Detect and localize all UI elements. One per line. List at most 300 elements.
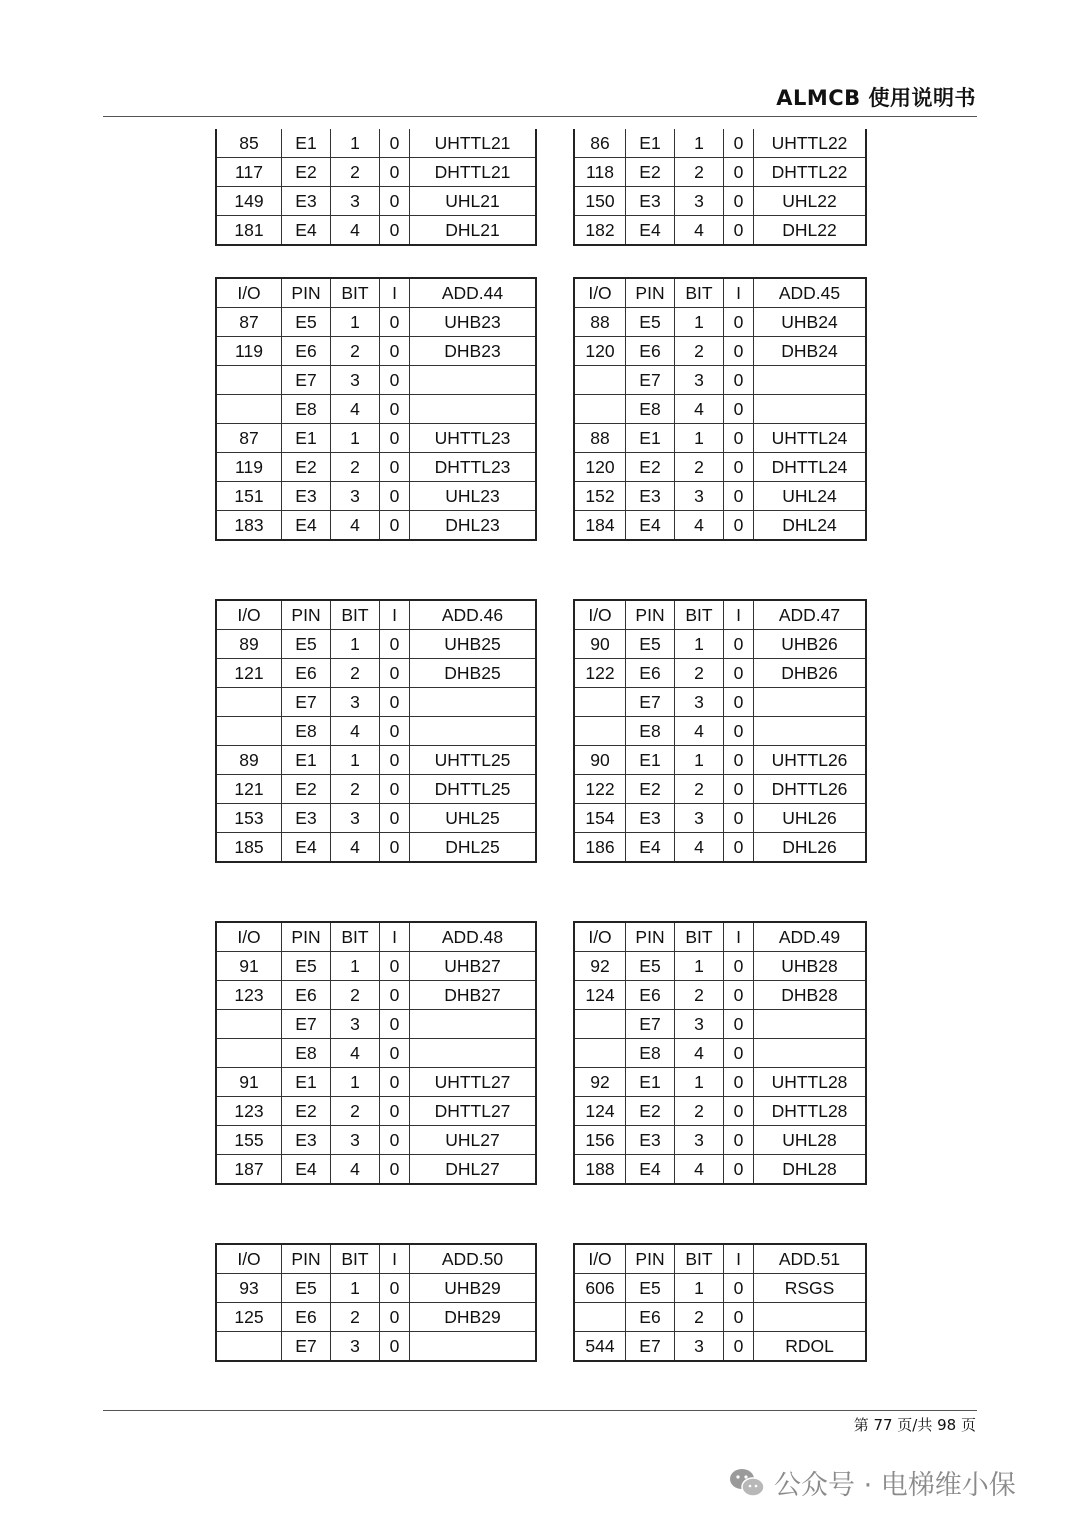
- table-cell: DHL27: [410, 1155, 537, 1185]
- table-cell: E1: [282, 129, 331, 158]
- table-cell: DHL24: [754, 511, 867, 541]
- table-header-row: [216, 1244, 536, 1274]
- column-header: ADD.46: [410, 600, 537, 630]
- table-row: [574, 453, 866, 482]
- table-cell: UHL21: [410, 187, 537, 216]
- table-cell: 0: [380, 453, 410, 482]
- table-cell: DHTTL22: [754, 158, 867, 187]
- column-header: PIN: [626, 600, 675, 630]
- table-cell: 0: [380, 1303, 410, 1332]
- table-cell: E3: [626, 804, 675, 833]
- table-cell: [754, 1039, 867, 1068]
- table-cell: UHTTL23: [410, 424, 537, 453]
- table-cell: [216, 1010, 282, 1039]
- table-cell: UHTTL28: [754, 1068, 867, 1097]
- table-row: [216, 659, 536, 688]
- table-cell: 122: [574, 659, 626, 688]
- table-cell: E3: [282, 187, 331, 216]
- table-cell: 0: [380, 129, 410, 158]
- table-cell: 0: [380, 717, 410, 746]
- column-header: I/O: [574, 278, 626, 308]
- table-cell: 182: [574, 216, 626, 246]
- io-table: [215, 921, 537, 1185]
- table-cell: 89: [216, 746, 282, 775]
- table-cell: DHL23: [410, 511, 537, 541]
- table-row: [216, 424, 536, 453]
- table-cell: [754, 366, 867, 395]
- table-cell: E2: [626, 158, 675, 187]
- table-cell: E2: [282, 453, 331, 482]
- table-cell: [754, 688, 867, 717]
- column-header: I: [380, 1244, 410, 1274]
- table-row: [216, 688, 536, 717]
- table-row: [216, 952, 536, 981]
- table-cell: E6: [282, 1303, 331, 1332]
- table-cell: UHTTL21: [410, 129, 537, 158]
- table-cell: 2: [331, 453, 380, 482]
- table-cell: 4: [675, 833, 724, 863]
- table-cell: E4: [282, 216, 331, 246]
- table-cell: 0: [380, 952, 410, 981]
- table-row: [216, 1039, 536, 1068]
- table-header-row: [216, 278, 536, 308]
- table-cell: 1: [331, 630, 380, 659]
- table-cell: E5: [282, 952, 331, 981]
- table-row: [574, 1332, 866, 1362]
- table-cell: 123: [216, 981, 282, 1010]
- table-cell: E3: [282, 482, 331, 511]
- table-cell: E7: [626, 688, 675, 717]
- table-cell: DHB23: [410, 337, 537, 366]
- table-header-row: [216, 922, 536, 952]
- table-cell: 88: [574, 424, 626, 453]
- table-cell: 188: [574, 1155, 626, 1185]
- footer-rule: [103, 1410, 977, 1411]
- table-cell: 544: [574, 1332, 626, 1362]
- table-cell: UHB28: [754, 952, 867, 981]
- table-cell: 3: [331, 1010, 380, 1039]
- column-header: BIT: [675, 1244, 724, 1274]
- table-cell: UHTTL24: [754, 424, 867, 453]
- column-header: BIT: [331, 600, 380, 630]
- table-cell: 0: [724, 424, 754, 453]
- table-row: [574, 216, 866, 246]
- table-cell: [410, 1010, 537, 1039]
- table-cell: 2: [331, 158, 380, 187]
- table-cell: E2: [282, 158, 331, 187]
- table-cell: E7: [626, 366, 675, 395]
- table-cell: 0: [724, 453, 754, 482]
- table-row: [216, 1068, 536, 1097]
- table-cell: 1: [331, 1068, 380, 1097]
- table-cell: [574, 1039, 626, 1068]
- table-cell: E5: [626, 630, 675, 659]
- table-cell: DHL25: [410, 833, 537, 863]
- column-header: BIT: [331, 1244, 380, 1274]
- io-table: [573, 129, 867, 246]
- column-header: PIN: [282, 1244, 331, 1274]
- column-header: I: [724, 922, 754, 952]
- table-row: [216, 1155, 536, 1185]
- table-cell: 1: [331, 746, 380, 775]
- table-cell: 3: [675, 804, 724, 833]
- table-row: [574, 1068, 866, 1097]
- table-cell: 0: [380, 833, 410, 863]
- table-cell: 0: [724, 659, 754, 688]
- table-cell: E7: [626, 1332, 675, 1362]
- table-cell: E5: [282, 1274, 331, 1303]
- table-header-row: [216, 600, 536, 630]
- table-cell: 2: [675, 659, 724, 688]
- table-cell: 3: [675, 1126, 724, 1155]
- table-row: [574, 746, 866, 775]
- table-cell: 1: [675, 424, 724, 453]
- column-header: BIT: [675, 278, 724, 308]
- table-cell: 0: [380, 1332, 410, 1362]
- table-cell: 0: [380, 158, 410, 187]
- table-row: [216, 1332, 536, 1362]
- column-header: I: [724, 1244, 754, 1274]
- table-cell: 87: [216, 308, 282, 337]
- page-number: 第 77 页/共 98 页: [853, 1416, 976, 1434]
- table-cell: 0: [724, 1332, 754, 1362]
- table-cell: 121: [216, 659, 282, 688]
- table-cell: 185: [216, 833, 282, 863]
- column-header: PIN: [282, 600, 331, 630]
- table-cell: 4: [675, 216, 724, 246]
- table-cell: DHTTL26: [754, 775, 867, 804]
- table-cell: DHB27: [410, 981, 537, 1010]
- table-cell: 121: [216, 775, 282, 804]
- table-row: [574, 395, 866, 424]
- table-cell: 1: [331, 952, 380, 981]
- table-cell: 0: [380, 1039, 410, 1068]
- table-row: [574, 717, 866, 746]
- table-cell: [754, 395, 867, 424]
- table-cell: E1: [626, 746, 675, 775]
- table-cell: DHTTL27: [410, 1097, 537, 1126]
- table-cell: 184: [574, 511, 626, 541]
- table-cell: E5: [626, 308, 675, 337]
- table-row: [216, 630, 536, 659]
- table-cell: DHB29: [410, 1303, 537, 1332]
- table-cell: UHL24: [754, 482, 867, 511]
- table-cell: 4: [331, 1155, 380, 1185]
- table-cell: 124: [574, 981, 626, 1010]
- table-cell: DHB25: [410, 659, 537, 688]
- column-header: I: [724, 278, 754, 308]
- table-cell: 2: [331, 337, 380, 366]
- table-cell: [216, 395, 282, 424]
- table-cell: E2: [282, 1097, 331, 1126]
- table-cell: 0: [724, 395, 754, 424]
- table-row: [574, 482, 866, 511]
- table-cell: UHL27: [410, 1126, 537, 1155]
- table-cell: 2: [675, 1303, 724, 1332]
- table-cell: 1: [331, 129, 380, 158]
- table-cell: 89: [216, 630, 282, 659]
- column-header: PIN: [282, 278, 331, 308]
- table-cell: 4: [675, 395, 724, 424]
- table-cell: 0: [380, 981, 410, 1010]
- table-row: [216, 395, 536, 424]
- table-row: [574, 833, 866, 863]
- table-row: [216, 1126, 536, 1155]
- table-cell: 0: [724, 308, 754, 337]
- table-cell: 0: [380, 659, 410, 688]
- table-cell: 93: [216, 1274, 282, 1303]
- table-cell: 0: [724, 1097, 754, 1126]
- table-cell: DHTTL21: [410, 158, 537, 187]
- table-cell: 1: [675, 308, 724, 337]
- table-cell: UHB24: [754, 308, 867, 337]
- table-cell: 154: [574, 804, 626, 833]
- table-cell: 120: [574, 337, 626, 366]
- table-cell: E3: [626, 187, 675, 216]
- column-header: BIT: [675, 922, 724, 952]
- table-cell: UHTTL27: [410, 1068, 537, 1097]
- column-header: I/O: [216, 922, 282, 952]
- table-cell: 0: [724, 717, 754, 746]
- table-cell: 183: [216, 511, 282, 541]
- table-cell: 1: [675, 746, 724, 775]
- table-cell: E6: [282, 981, 331, 1010]
- io-table: [215, 129, 537, 246]
- table-cell: [216, 1332, 282, 1362]
- table-cell: E1: [626, 1068, 675, 1097]
- table-cell: UHB25: [410, 630, 537, 659]
- table-cell: 119: [216, 337, 282, 366]
- table-cell: E5: [626, 952, 675, 981]
- table-cell: 125: [216, 1303, 282, 1332]
- table-cell: E1: [626, 129, 675, 158]
- column-header: PIN: [282, 922, 331, 952]
- table-cell: E5: [626, 1274, 675, 1303]
- table-cell: 90: [574, 630, 626, 659]
- table-cell: 3: [675, 1332, 724, 1362]
- table-cell: 0: [724, 1039, 754, 1068]
- table-cell: 0: [380, 630, 410, 659]
- table-row: [216, 1097, 536, 1126]
- table-cell: E8: [282, 717, 331, 746]
- table-cell: 181: [216, 216, 282, 246]
- table-cell: 3: [331, 804, 380, 833]
- table-cell: E3: [626, 1126, 675, 1155]
- table-row: [574, 424, 866, 453]
- column-header: I/O: [574, 922, 626, 952]
- table-cell: [410, 1039, 537, 1068]
- table-row: [216, 308, 536, 337]
- table-cell: 156: [574, 1126, 626, 1155]
- table-cell: 0: [724, 511, 754, 541]
- table-cell: DHB28: [754, 981, 867, 1010]
- table-cell: [410, 395, 537, 424]
- table-cell: UHTTL25: [410, 746, 537, 775]
- table-cell: 0: [724, 129, 754, 158]
- column-header: I/O: [216, 600, 282, 630]
- table-cell: 0: [380, 1068, 410, 1097]
- table-cell: 3: [331, 1332, 380, 1362]
- table-cell: E4: [626, 511, 675, 541]
- table-cell: E3: [282, 804, 331, 833]
- table-cell: 0: [380, 366, 410, 395]
- table-cell: E6: [282, 659, 331, 688]
- table-cell: RDOL: [754, 1332, 867, 1362]
- table-row: [574, 981, 866, 1010]
- table-cell: DHTTL24: [754, 453, 867, 482]
- table-cell: E4: [626, 833, 675, 863]
- table-cell: 0: [380, 1097, 410, 1126]
- io-table: [573, 599, 867, 863]
- table-cell: E4: [626, 1155, 675, 1185]
- table-cell: 1: [675, 630, 724, 659]
- column-header: PIN: [626, 922, 675, 952]
- io-table: [215, 1243, 537, 1362]
- table-cell: E2: [626, 775, 675, 804]
- io-table: [215, 277, 537, 541]
- table-cell: E2: [626, 1097, 675, 1126]
- table-cell: DHL26: [754, 833, 867, 863]
- column-header: ADD.45: [754, 278, 867, 308]
- table-row: [216, 775, 536, 804]
- table-cell: [216, 688, 282, 717]
- table-cell: E6: [626, 337, 675, 366]
- table-cell: E8: [282, 395, 331, 424]
- table-row: [216, 1010, 536, 1039]
- table-cell: [216, 717, 282, 746]
- table-row: [574, 952, 866, 981]
- table-cell: 4: [331, 1039, 380, 1068]
- table-cell: E3: [626, 482, 675, 511]
- table-cell: 4: [675, 1155, 724, 1185]
- table-cell: UHL22: [754, 187, 867, 216]
- table-cell: DHB26: [754, 659, 867, 688]
- table-row: [216, 337, 536, 366]
- table-cell: UHL23: [410, 482, 537, 511]
- table-cell: UHB27: [410, 952, 537, 981]
- table-cell: E7: [282, 688, 331, 717]
- watermark-text: 公众号 · 电梯维小保: [774, 1470, 1016, 1501]
- table-cell: E5: [282, 630, 331, 659]
- table-cell: DHL22: [754, 216, 867, 246]
- table-cell: 0: [724, 804, 754, 833]
- table-row: [574, 308, 866, 337]
- table-cell: 0: [380, 337, 410, 366]
- table-header-row: [574, 600, 866, 630]
- watermark: [728, 1463, 1016, 1502]
- table-cell: 117: [216, 158, 282, 187]
- table-row: [216, 746, 536, 775]
- column-header: ADD.50: [410, 1244, 537, 1274]
- table-cell: 0: [380, 1126, 410, 1155]
- table-cell: E7: [282, 366, 331, 395]
- column-header: BIT: [331, 278, 380, 308]
- table-row: [216, 1274, 536, 1303]
- column-header: ADD.47: [754, 600, 867, 630]
- table-cell: 0: [724, 688, 754, 717]
- table-header-row: [574, 1244, 866, 1274]
- table-row: [216, 1303, 536, 1332]
- table-cell: E5: [282, 308, 331, 337]
- table-row: [574, 366, 866, 395]
- table-cell: E1: [282, 1068, 331, 1097]
- table-cell: 3: [331, 482, 380, 511]
- table-cell: 0: [380, 216, 410, 246]
- table-row: [216, 804, 536, 833]
- table-cell: [574, 1010, 626, 1039]
- table-cell: 0: [724, 981, 754, 1010]
- table-cell: [754, 1303, 867, 1332]
- table-cell: UHL26: [754, 804, 867, 833]
- table-row: [574, 775, 866, 804]
- table-cell: UHL25: [410, 804, 537, 833]
- table-cell: 92: [574, 1068, 626, 1097]
- table-cell: 4: [331, 833, 380, 863]
- table-cell: UHL28: [754, 1126, 867, 1155]
- table-cell: 2: [675, 775, 724, 804]
- table-cell: 186: [574, 833, 626, 863]
- table-cell: 3: [675, 366, 724, 395]
- table-cell: [574, 395, 626, 424]
- table-cell: 0: [724, 1010, 754, 1039]
- table-cell: [410, 688, 537, 717]
- table-cell: 3: [675, 187, 724, 216]
- table-cell: 3: [675, 1010, 724, 1039]
- table-row: [216, 833, 536, 863]
- table-cell: 4: [675, 717, 724, 746]
- table-cell: [754, 1010, 867, 1039]
- table-cell: 187: [216, 1155, 282, 1185]
- table-cell: 0: [724, 833, 754, 863]
- table-cell: 0: [380, 1274, 410, 1303]
- table-row: [574, 337, 866, 366]
- column-header: ADD.48: [410, 922, 537, 952]
- io-table: [573, 277, 867, 541]
- column-header: BIT: [331, 922, 380, 952]
- table-cell: 606: [574, 1274, 626, 1303]
- table-cell: 1: [675, 1274, 724, 1303]
- table-row: [574, 804, 866, 833]
- table-cell: 3: [331, 688, 380, 717]
- table-cell: 2: [331, 1097, 380, 1126]
- table-row: [216, 216, 536, 246]
- table-cell: 0: [724, 366, 754, 395]
- table-row: [574, 630, 866, 659]
- io-table: [573, 1243, 867, 1362]
- table-cell: UHTTL22: [754, 129, 867, 158]
- table-cell: E8: [626, 717, 675, 746]
- table-cell: 0: [380, 395, 410, 424]
- table-cell: E8: [626, 1039, 675, 1068]
- column-header: ADD.51: [754, 1244, 867, 1274]
- table-cell: 155: [216, 1126, 282, 1155]
- table-cell: 92: [574, 952, 626, 981]
- table-row: [216, 482, 536, 511]
- table-row: [216, 129, 536, 158]
- column-header: BIT: [675, 600, 724, 630]
- table-cell: 124: [574, 1097, 626, 1126]
- table-cell: 0: [380, 511, 410, 541]
- table-cell: 3: [331, 187, 380, 216]
- table-row: [216, 511, 536, 541]
- table-cell: 0: [724, 1155, 754, 1185]
- table-cell: 2: [331, 659, 380, 688]
- table-cell: DHTTL28: [754, 1097, 867, 1126]
- table-cell: E6: [626, 981, 675, 1010]
- table-cell: UHB23: [410, 308, 537, 337]
- table-cell: 4: [331, 395, 380, 424]
- table-row: [574, 511, 866, 541]
